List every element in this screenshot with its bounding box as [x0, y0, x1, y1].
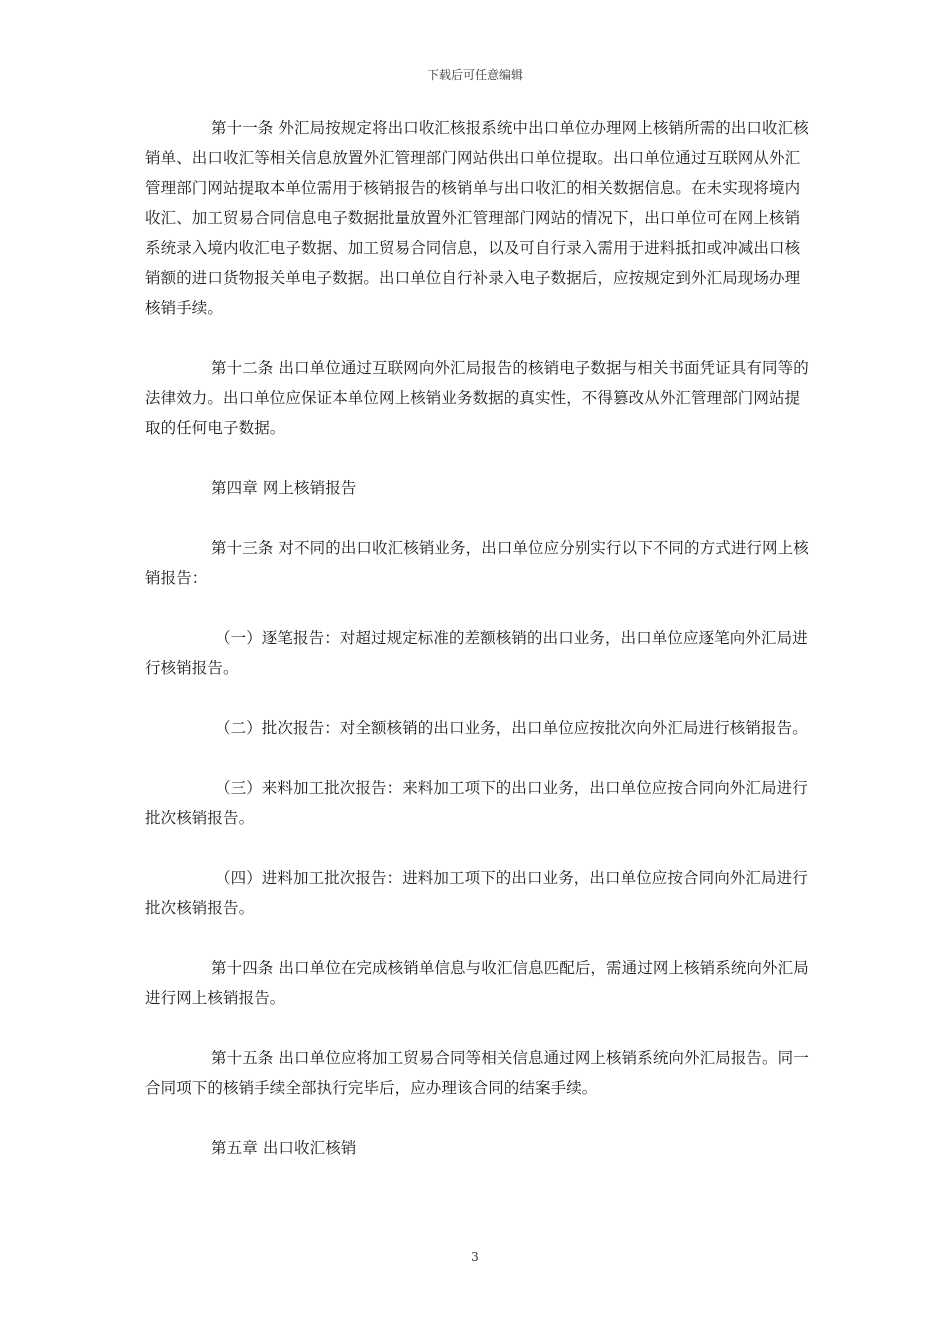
clause-2: （二）批次报告：对全额核销的出口业务，出口单位应按批次向外汇局进行核销报告。	[215, 719, 808, 737]
clause-1: （一）逐笔报告：对超过规定标准的差额核销的出口业务，出口单位应逐笔向外汇局进行核销报告。	[145, 629, 808, 677]
clause-3: （三）来料加工批次报告：来料加工项下的出口业务，出口单位应按合同向外汇局进行批次核销报告。	[145, 779, 808, 827]
chapter-4-heading: 第四章 网上核销报告	[211, 479, 357, 497]
chapter-5-heading: 第五章 出口收汇核销	[211, 1139, 357, 1157]
article-12: 第十二条 出口单位通过互联网向外汇局报告的核销电子数据与相关书面凭证具有同等的法律效力。出口单位应保证本单位网上核销业务数据的真实性，不得篡改从外汇管理部门网站提取的任何电子数据。	[145, 359, 809, 437]
page-number: 3	[471, 1250, 479, 1264]
page-header: 下载后可任意编辑	[426, 68, 523, 82]
clause-4: （四）进料加工批次报告：进料加工项下的出口业务，出口单位应按合同向外汇局进行批次核销报告。	[145, 869, 808, 917]
article-13: 第十三条 对不同的出口收汇核销业务，出口单位应分别实行以下不同的方式进行网上核销报告：	[145, 539, 809, 587]
article-14: 第十四条 出口单位在完成核销单信息与收汇信息匹配后，需通过网上核销系统向外汇局进行网上核销报告。	[145, 959, 809, 1007]
article-11: 第十一条 外汇局按规定将出口收汇核报系统中出口单位办理网上核销所需的出口收汇核销单、出口收汇等相关信息放置外汇管理部门网站供出口单位提取。出口单位通过互联网从外汇管理部门网站提取本单位需用于核销报告的核销单与出口收汇的相关数据信息。在未实现将境内收汇、加工贸易合同信息电子数据批量放置外汇管理部门网站的情况下，出口单位可在网上核销系统录入境内收汇电子数据、加工贸易合同信息，以及可自行录入需用于进料抵扣或冲减出口核销额的进口货物报关单电子数据。出口单位自行补录入电子数据后，应按规定到外汇局现场办理核销手续。	[145, 119, 809, 317]
document-body	[145, 113, 810, 1193]
article-15: 第十五条 出口单位应将加工贸易合同等相关信息通过网上核销系统向外汇局报告。同一合同项下的核销手续全部执行完毕后，应办理该合同的结案手续。	[145, 1049, 809, 1097]
